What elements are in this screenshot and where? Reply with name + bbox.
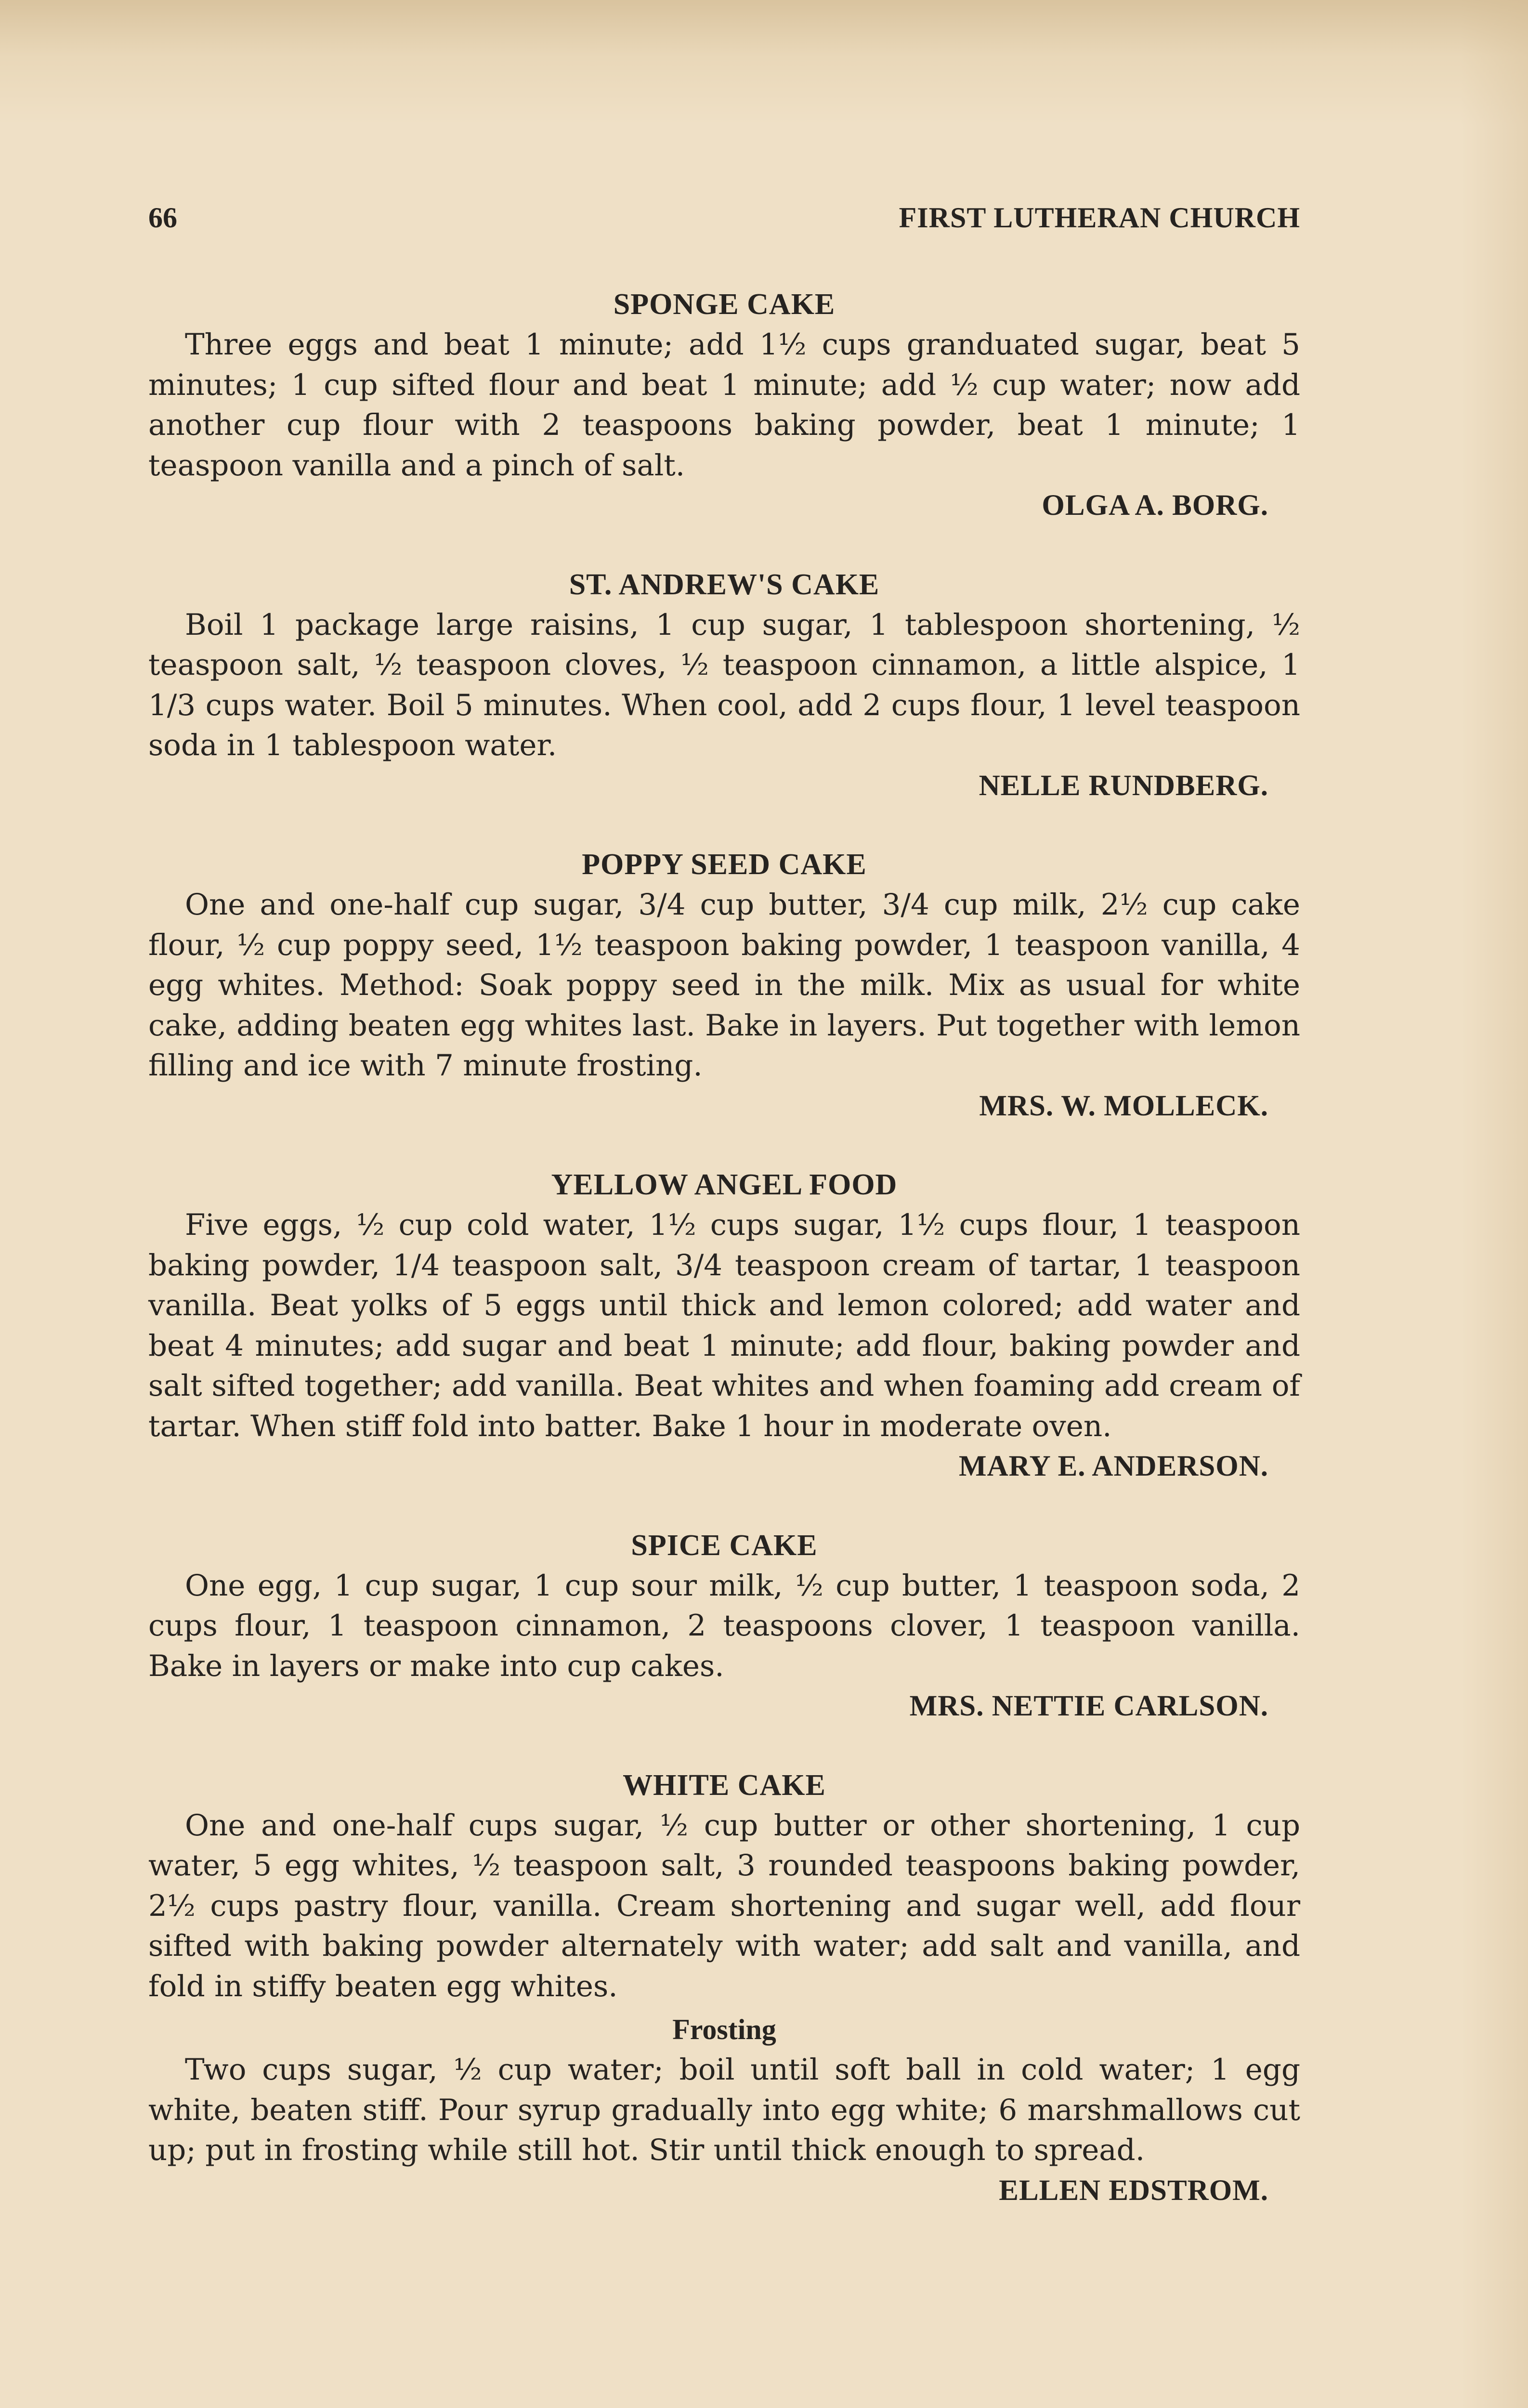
recipe-spice-cake: [148, 1525, 1300, 1727]
recipe-author: MRS. NETTIE CARLSON.: [909, 1690, 1268, 1722]
recipe-sponge-cake: [148, 284, 1300, 526]
recipe-title: POPPY SEED CAKE: [582, 848, 867, 881]
running-title: FIRST LUTHERAN CHURCH: [899, 202, 1300, 234]
recipe-title: ST. ANDREW'S CAKE: [569, 568, 880, 601]
recipe-author: MARY E. ANDERSON.: [959, 1450, 1268, 1482]
recipe-poppy-seed-cake: [148, 844, 1300, 1126]
recipe-column: [148, 284, 1300, 2249]
recipe-title: SPICE CAKE: [631, 1529, 818, 1562]
recipe-body: Three eggs and beat 1 minute; add 1½ cups granduated sugar, beat 5 minutes; 1 cup sifted flour and beat 1 minute; add ½ cup water; now add another cup flour with 2 teaspoons baking powder, beat 1 minute; 1 teaspoon vanilla and a pinch of salt.: [148, 327, 1300, 483]
recipe-author: ELLEN EDSTROM.: [999, 2174, 1268, 2207]
recipe-yellow-angel-food: [148, 1165, 1300, 1487]
recipe-body: One egg, 1 cup sugar, 1 cup sour milk, ½ cup butter, 1 teaspoon soda, 2 cups flour, 1 teaspoon cinnamon, 2 teaspoons clover, 1 teaspoon vanilla. Bake in layers or make into cup cakes.: [148, 1568, 1300, 1683]
recipe-body: One and one-half cup sugar, 3/4 cup butter, 3/4 cup milk, 2½ cup cake flour, ½ cup poppy seed, 1½ teaspoon baking powder, 1 teaspoon vanilla, 4 egg whites. Method: Soak poppy seed in the milk. Mix as usual for white cake, adding beaten egg whites last. Bake in layers. Put together with lemon filling and ice with 7 minute frosting.: [148, 888, 1300, 1083]
running-header: [148, 201, 1300, 245]
recipe-author: OLGA A. BORG.: [1042, 489, 1268, 522]
recipe-author: NELLE RUNDBERG.: [979, 769, 1268, 802]
recipe-title: SPONGE CAKE: [613, 288, 836, 321]
recipe-title: WHITE CAKE: [623, 1768, 826, 1802]
recipe-white-cake: [148, 1765, 1300, 2211]
frosting-body: Two cups sugar, ½ cup water; boil until soft ball in cold water; 1 egg white, beaten stiff. Pour syrup gradually into egg white; 6 marshmallows cut up; put in frosting while still hot. Stir until thick enough to spread.: [148, 2053, 1300, 2167]
frosting-subtitle: Frosting: [672, 2014, 776, 2045]
recipe-author: MRS. W. MOLLECK.: [979, 1089, 1268, 1122]
recipe-body: Boil 1 package large raisins, 1 cup sugar, 1 tablespoon shortening, ½ teaspoon salt, ½ teaspoon cloves, ½ teaspoon cinnamon, a little alspice, 1 1/3 cups water. Boil 5 minutes. When cool, add 2 cups flour, 1 level teaspoon soda in 1 tablespoon water.: [148, 607, 1300, 762]
page-number: 66: [148, 202, 177, 234]
page-stain: [0, 0, 1528, 125]
recipe-title: YELLOW ANGEL FOOD: [551, 1168, 898, 1201]
recipe-st-andrews-cake: [148, 564, 1300, 806]
recipe-body: One and one-half cups sugar, ½ cup butter or other shortening, 1 cup water, 5 egg whites, ½ teaspoon salt, 3 rounded teaspoons baking powder, 2½ cups pastry flour, vanilla. Cream shortening and sugar well, add flour sifted with baking powder alternately with water; add salt and vanilla, and fold in stiffy beaten egg whites.: [148, 1808, 1300, 2003]
recipe-body: Five eggs, ½ cup cold water, 1½ cups sugar, 1½ cups flour, 1 teaspoon baking powder, 1/4 teaspoon salt, 3/4 teaspoon cream of tartar, 1 teaspoon vanilla. Beat yolks of 5 eggs until thick and lemon colored; add water and beat 4 minutes; add sugar and beat 1 minute; add flour, baking powder and salt sifted together; add vanilla. Beat whites and when foaming add cream of tartar. When stiff fold into batter. Bake 1 hour in moderate oven.: [148, 1208, 1300, 1443]
page-edge-shading: [1461, 0, 1528, 2408]
